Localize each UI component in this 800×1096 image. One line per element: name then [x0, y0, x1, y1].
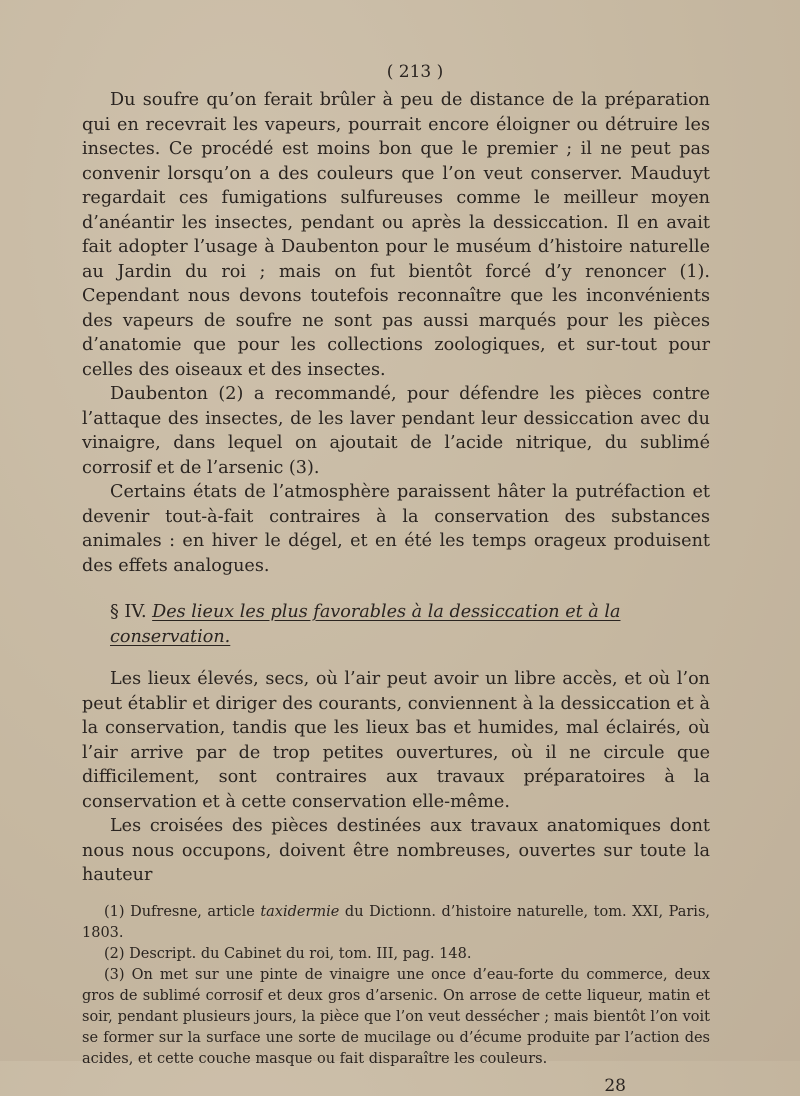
section-heading — [110, 600, 710, 649]
page-number: ( 213 ) — [386, 62, 444, 82]
section-paragraph-2: Les croisées des pièces destinées aux travaux anatomiques dont nous nous occupons, doivent être nombreuses, ouvertes sur toute la hauteur — [82, 816, 710, 885]
footnote-2: (2) Descript. du Cabinet du roi, tom. III, pag. 148. — [104, 945, 472, 962]
footnotes — [82, 902, 710, 1070]
paragraph-2: Daubenton (2) a recommandé, pour défendre les pièces contre l’attaque des insectes, de les laver pendant leur dessiccation avec du vinaigre, dans lequel on ajoutait de l’acide nitrique, du sublimé corrosif et de l’arsenic (3). — [82, 384, 710, 478]
paragraph-3: Certains états de l’atmosphère paraissent hâter la putréfaction et devenir tout-à-fait contraires à la conservation des substances animales : en hiver le dégel, et en été les temps orageux produisent des effets analogues. — [82, 482, 710, 576]
section-paragraph-1: Les lieux élevés, secs, où l’air peut avoir un libre accès, et où l’on peut établir et diriger des courants, conviennent à la dessiccation et à la conservation, tandis que les lieux bas et humides, mal éclairés, où l’air arrive par de trop petites ouvertures, où il ne circule que difficilement, sont contraires aux travaux préparatoires à la conservation et à cette conservation elle-même. — [82, 669, 710, 812]
signature-mark: 28 — [604, 1075, 626, 1096]
footnote-3: (3) On met sur une pinte de vinaigre une once d’eau-forte du commerce, deux gros de sublimé corrosif et deux gros d’arsenic. On arrose de cette liqueur, matin et soir, pendant plusieurs jours, la pièce que l’on veut dessécher ; mais bientôt l’on voit se former sur la surface une sorte de mucilage ou d’écume produite par l’action des acides, et cette couche masque ou fait disparaître les couleurs. — [82, 966, 710, 1067]
book-page — [82, 62, 710, 1096]
footnote-1: (1) Dufresne, article taxidermie du Dictionn. d’histoire naturelle, tom. XXI, Paris, 1803. — [82, 903, 710, 941]
section-number: § IV. — [110, 602, 147, 622]
section-title: Des lieux les plus favorables à la dessiccation et à la conservation. — [110, 602, 621, 647]
paragraph-1: Du soufre qu’on ferait brûler à peu de distance de la préparation qui en recevrait les vapeurs, pourrait encore éloigner ou détruire les insectes. Ce procédé est moins bon que le premier ; il ne peut pas convenir lorsqu’on a des couleurs que l’on veut conserver. Mauduyt regardait ces fumigations sulfureuses comme le meilleur moyen d’anéantir les insectes, pendant ou après la dessiccation. Il en avait fait adopter l’usage à Daubenton pour le muséum d’histoire naturelle au Jardin du roi ; mais on fut bientôt forcé d’y renoncer (1). Cependant nous devons toutefois reconnaître que les inconvénients des vapeurs de soufre ne sont pas aussi marqués pour les pièces d’anatomie que pour les collections zoologiques, et sur-tout pour celles des oiseaux et des insectes. — [82, 90, 710, 380]
